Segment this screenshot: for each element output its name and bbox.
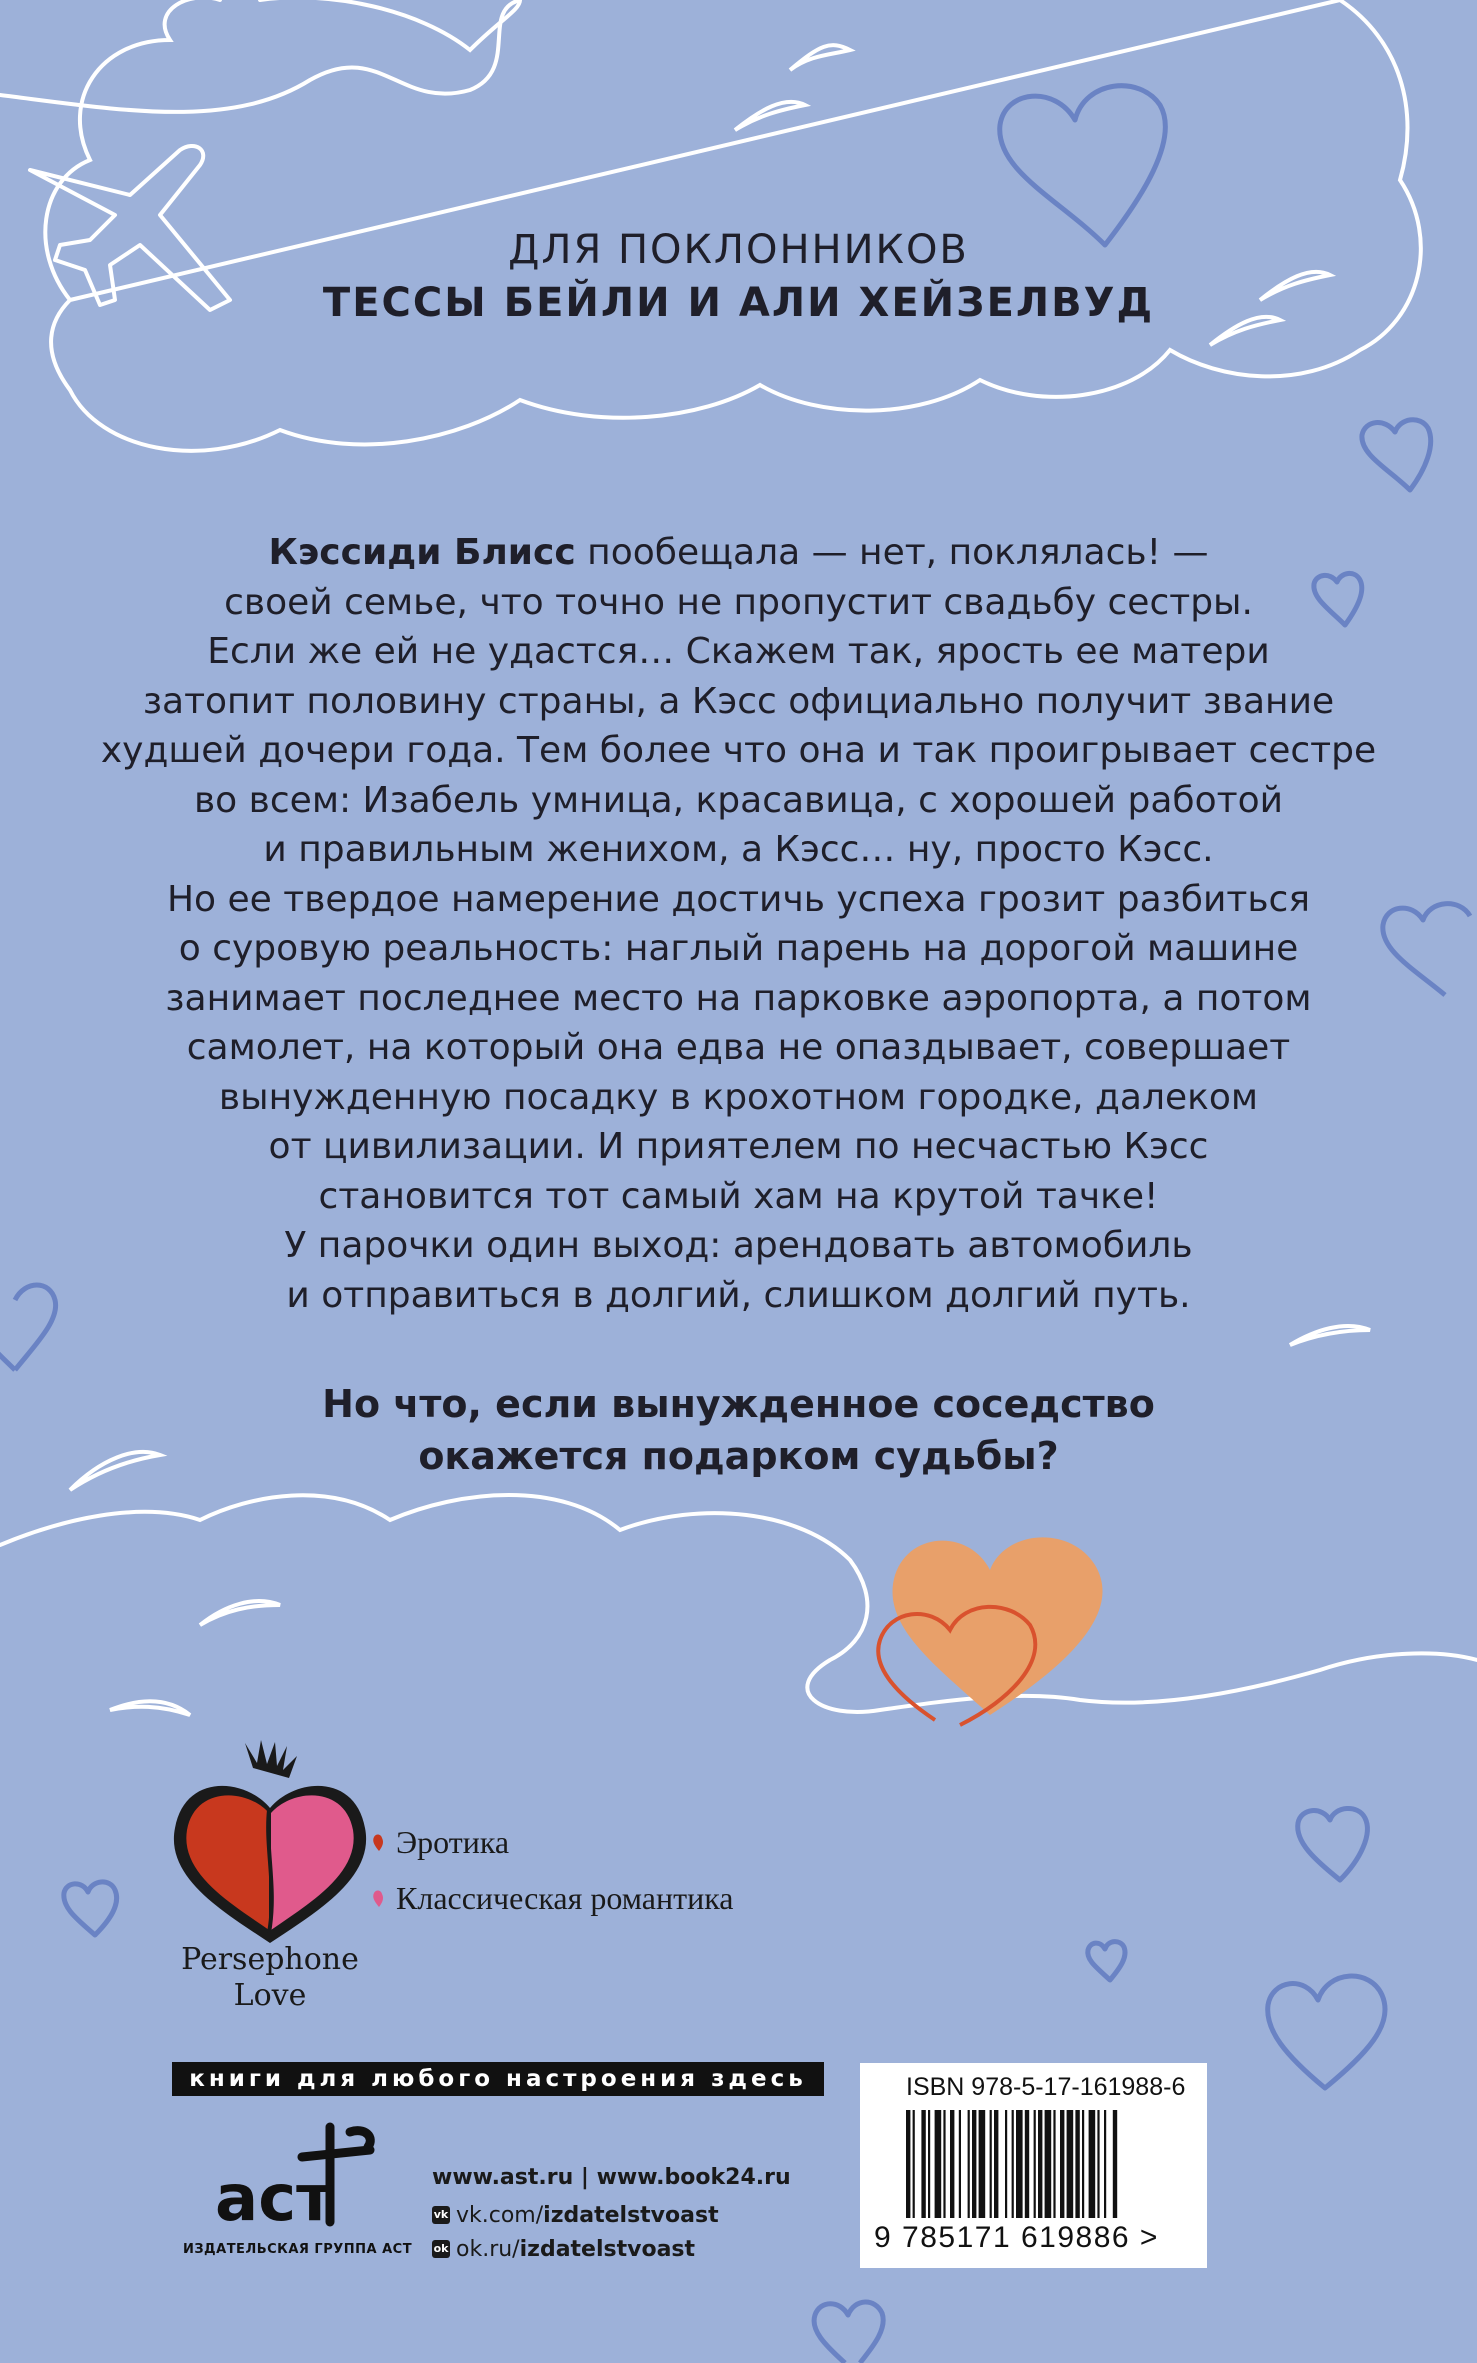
- barcode-bar: [994, 2110, 998, 2218]
- blurb-line: У парочки один выход: арендовать автомобиль: [284, 1225, 1193, 1266]
- barcode-bar: [1075, 2110, 1079, 2218]
- fans-line-1: ДЛЯ ПОКЛОННИКОВ: [508, 227, 969, 273]
- barcode-bar: [979, 2110, 986, 2218]
- barcode-bar: [1067, 2110, 1074, 2218]
- isbn-barcode: [860, 2063, 1207, 2268]
- blurb-line: и отправиться в долгий, слишком долгий путь.: [286, 1274, 1191, 1316]
- barcode-bar: [1025, 2110, 1029, 2218]
- imprint-name: [160, 1942, 380, 2014]
- imprint-name-line-2: Love: [233, 1978, 307, 2013]
- genre-label: Классическая романтика: [396, 1879, 734, 1916]
- barcode-bar: [1097, 2110, 1099, 2218]
- blurb-line: самолет, на который она едва не опаздывает, совершает: [186, 1027, 1291, 1068]
- ok-icon: ok: [432, 2240, 450, 2258]
- ast-logo-icon: [210, 2112, 386, 2232]
- barcode-bar: [990, 2110, 992, 2218]
- blurb-line: своей семье, что точно не пропустит свадьбу сестры.: [224, 581, 1253, 623]
- blurb-line: занимает последнее место на парковке аэропорта, а потом: [165, 977, 1312, 1019]
- genre-label: Эротика: [396, 1823, 510, 1860]
- barcode-bar: [928, 2110, 930, 2218]
- barcode-bar: [913, 2110, 915, 2218]
- barcode-bar: [1038, 2110, 1042, 2218]
- barcode-bar: [950, 2110, 954, 2218]
- genre-item: [372, 1870, 733, 1926]
- barcode-bar: [1082, 2110, 1084, 2218]
- barcode-bar: [972, 2110, 976, 2218]
- blurb-line: и правильным женихом, а Кэсс… ну, просто Кэсс.: [263, 829, 1214, 870]
- barcode-bar: [921, 2110, 925, 2218]
- blurb-line: Кэссиди Блисс пообещала — нет, поклялась! —: [268, 532, 1209, 573]
- wave-line: [0, 1495, 1477, 1712]
- book-blurb: [60, 528, 1417, 1320]
- fans-header: [0, 225, 1477, 331]
- genre-list: [372, 1814, 733, 1926]
- barcode-bar: [1016, 2110, 1023, 2218]
- barcode-bar: [1053, 2110, 1055, 2218]
- ok-link[interactable]: [432, 2232, 791, 2266]
- teaser-line-1: Но что, если вынужденное соседство: [322, 1382, 1155, 1426]
- blurb-line: во всем: Изабель умница, красавица, с хорошей работой: [193, 779, 1284, 821]
- blurb-line: от цивилизации. И приятелем по несчастью Кэсс: [268, 1126, 1209, 1167]
- orange-heart: [892, 1537, 1102, 1715]
- blurb-lead-name: Кэссиди Блисс: [268, 532, 576, 573]
- blurb-line: худшей дочери года. Тем более что она и так проигрывает сестре: [100, 730, 1377, 771]
- barcode-bar: [968, 2110, 970, 2218]
- blurb-line: затопит половину страны, а Кэсс официально получит звание: [142, 680, 1335, 722]
- vk-prefix: vk.com/: [456, 2202, 544, 2228]
- fans-line-2: ТЕССЫ БЕЙЛИ И АЛИ ХЕЙЗЕЛВУД: [322, 280, 1155, 326]
- publisher-links: [432, 2158, 791, 2266]
- isbn-label: ISBN 978-5-17-161988-6: [906, 2073, 1186, 2101]
- isbn-digits: 9 785171 619886 >: [874, 2221, 1159, 2254]
- genre-item: [372, 1814, 733, 1870]
- vk-handle: izdatelstvoast: [543, 2202, 719, 2228]
- barcode-bar: [1113, 2110, 1117, 2218]
- publisher-name: ИЗДАТЕЛЬСКАЯ ГРУППА АСТ: [182, 2242, 413, 2257]
- ok-prefix: ok.ru/: [456, 2236, 520, 2262]
- imprint-name-line-1: Persephone: [181, 1942, 359, 1977]
- red-heart-bullet-icon: [372, 1833, 386, 1851]
- blurb-line: Если же ей не удастся… Скажем так, ярость ее матери: [207, 631, 1270, 672]
- ok-handle: izdatelstvoast: [519, 2236, 696, 2262]
- barcode-bar: [1045, 2110, 1052, 2218]
- blurb-line: о суровую реальность: наглый парень на дорогой машине: [178, 928, 1299, 969]
- barcode-bar: [1012, 2110, 1014, 2218]
- barcode-bar: [1060, 2110, 1064, 2218]
- blurb-line: становится тот самый хам на крутой тачке!: [318, 1175, 1159, 1217]
- blurb-line: вынужденную посадку в крохотном городке, далеком: [218, 1076, 1259, 1118]
- barcode-bar: [935, 2110, 942, 2218]
- teaser: [0, 1378, 1477, 1482]
- vk-link[interactable]: [432, 2198, 791, 2232]
- barcode-bar: [959, 2110, 961, 2218]
- barcode-bar: [1034, 2110, 1036, 2218]
- barcode-bar: [1005, 2110, 1007, 2218]
- teaser-line-2: окажется подарком судьбы?: [418, 1434, 1059, 1478]
- website-links[interactable]: www.ast.ru | www.book24.ru: [432, 2165, 791, 2190]
- barcode-bar: [943, 2110, 945, 2218]
- barcode-bars: [906, 2110, 1166, 2228]
- ast-logo-text: аст: [215, 2162, 334, 2232]
- tagline-banner: книги для любого настроения здесь: [172, 2062, 824, 2096]
- barcode-bar: [906, 2110, 910, 2218]
- vk-icon: vk: [432, 2206, 450, 2224]
- barcode-bar: [1089, 2110, 1096, 2218]
- barcode-bar: [1104, 2110, 1106, 2218]
- blurb-line: Но ее твердое намерение достичь успеха грозит разбиться: [166, 878, 1311, 920]
- pink-heart-bullet-icon: [372, 1889, 386, 1907]
- flight-path: [0, 0, 520, 112]
